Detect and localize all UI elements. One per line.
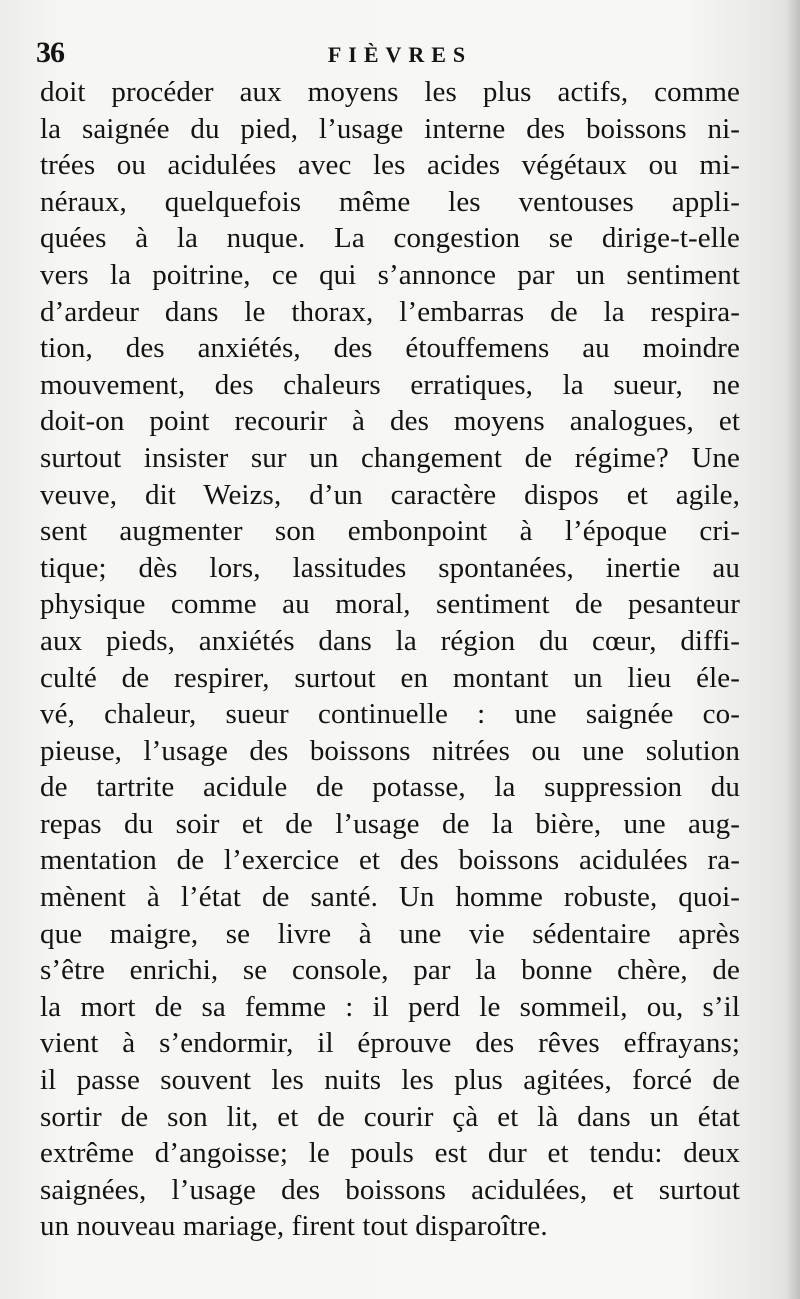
text-line: néraux, quelquefois même les ventouses appli- [40, 185, 740, 218]
text-line: la mort de sa femme : il perd le sommeil, ou, s’il [40, 990, 740, 1023]
text-line: mouvement, des chaleurs erratiques, la sueur, ne [40, 368, 740, 401]
text-line: extrême d’angoisse; le pouls est dur et tendu: deux [40, 1137, 740, 1170]
text-line: vé, chaleur, sueur continuelle : une saignée co- [40, 698, 740, 731]
text-line: vers la poitrine, ce qui s’annonce par un sentiment [40, 258, 740, 291]
text-line: surtout insister sur un changement de régime? Une [40, 441, 740, 474]
text-line: sent augmenter son embonpoint à l’époque cri- [40, 515, 740, 548]
text-line: mènent à l’état de santé. Un homme robuste, quoi- [40, 881, 740, 914]
text-line: physique comme au moral, sentiment de pesanteur [40, 588, 740, 621]
text-line: il passe souvent les nuits les plus agitées, forcé de [40, 1064, 740, 1097]
text-line: tique; dès lors, lassitudes spontanées, inertie au [40, 551, 740, 584]
text-line: quées à la nuque. La congestion se dirige-t-elle [40, 222, 740, 255]
text-line: la saignée du pied, l’usage interne des boissons ni- [40, 112, 740, 145]
page-number: 36 [36, 36, 64, 69]
text-line: veuve, dit Weizs, d’un caractère dispos et agile, [40, 478, 740, 511]
text-line: mentation de l’exercice et des boissons acidulées ra- [40, 844, 740, 877]
page-header [36, 36, 764, 76]
text-line: s’être enrichi, se console, par la bonne chère, de [40, 954, 740, 987]
text-line: aux pieds, anxiétés dans la région du cœur, diffi- [40, 624, 740, 657]
page-edge-shadow [786, 0, 800, 1299]
text-line: que maigre, se livre à une vie sédentaire après [40, 917, 740, 950]
text-line: pieuse, l’usage des boissons nitrées ou une solution [40, 734, 740, 767]
text-line: de tartrite acidule de potasse, la suppression du [40, 771, 740, 804]
running-title: FIÈVRES [327, 42, 473, 67]
text-line: repas du soir et de l’usage de la bière, une aug- [40, 807, 740, 840]
body-text [40, 74, 740, 1245]
text-line: sortir de son lit, et de courir çà et là dans un état [40, 1100, 740, 1133]
text-line: doit procéder aux moyens les plus actifs, comme [40, 76, 740, 108]
text-line-last: un nouveau mariage, firent tout disparoître. [40, 1210, 548, 1243]
text-line: vient à s’endormir, il éprouve des rêves effrayans; [40, 1027, 740, 1060]
text-line: culté de respirer, surtout en montant un lieu éle- [40, 661, 740, 694]
text-line: saignées, l’usage des boissons acidulées, et surtout [40, 1173, 740, 1206]
text-line: doit-on point recourir à des moyens analogues, et [40, 405, 740, 438]
text-line: d’ardeur dans le thorax, l’embarras de la respira- [40, 295, 740, 328]
text-line: trées ou acidulées avec les acides végétaux ou mi- [40, 149, 740, 182]
text-line: tion, des anxiétés, des étouffemens au moindre [40, 332, 740, 365]
